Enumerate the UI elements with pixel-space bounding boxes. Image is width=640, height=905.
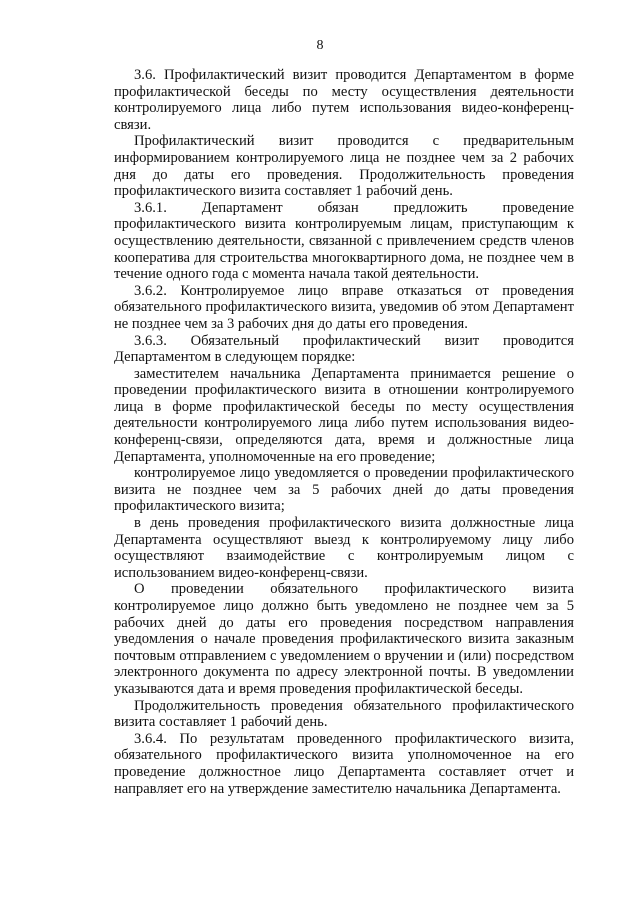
paragraph-3-6-2: 3.6.2. Контролируемое лицо вправе отказаться от проведения обязательного профилактического визита, уведомив об этом Департамент не позднее чем за 3 рабочих дня до даты его проведения. [114, 282, 574, 332]
paragraph-3-6-4: 3.6.4. По результатам проведенного профилактического визита, обязательного профилактического визита уполномоченное на его проведение должностное лицо Департамента составляет отчет и направляет его на утверждение заместителю начальника Департамента. [114, 730, 574, 797]
paragraph-3-6-1: 3.6.1. Департамент обязан предложить проведение профилактического визита контролируемым лицам, приступающим к осуществлению деятельности, связанной с привлечением средств членов кооператива для строительства многоквартирного дома, не позднее чем в течение одного года с момента начала такой деятельности. [114, 199, 574, 283]
document-body [114, 67, 574, 797]
paragraph-visit-day: в день проведения профилактического визита должностные лица Департамента осуществляют выезд к контролируемому лицу либо осуществляют взаимодействие с контролируемым лицом с использованием видео-конференц-связи. [114, 515, 574, 581]
page-number: 8 [316, 38, 324, 53]
paragraph-decision: заместителем начальника Департамента принимается решение о проведении профилактического визита в отношении контролируемого лица в форме профилактической беседы по месту осуществления деятельности контролируемого лица либо путем использования видео-конференц-связи, определяются дата, время и должностные лица Департамента, уполномоченные на его проведение; [114, 365, 574, 465]
paragraph-notice-method: О проведении обязательного профилактического визита контролируемое лицо должно быть уведомлено не позднее чем за 5 рабочих дней до даты его проведения посредством направления уведомления о начале проведения профилактического визита заказным почтовым отправлением с уведомлением о вручении и (или) посредством электронного документа по адресу электронной почты. В уведомлении указываются дата и время проведения профилактической беседы. [114, 581, 574, 697]
paragraph-duration: Продолжительность проведения обязательного профилактического визита составляет 1 рабочий день. [114, 697, 574, 731]
paragraph-3-6-3: 3.6.3. Обязательный профилактический визит проводится Департаментом в следующем порядке: [114, 332, 574, 366]
paragraph-notification: контролируемое лицо уведомляется о проведении профилактического визита не позднее чем за 5 рабочих дней до даты проведения профилактического визита; [114, 465, 574, 515]
paragraph-3-6: 3.6. Профилактический визит проводится Департаментом в форме профилактической беседы по месту осуществления деятельности контролируемого лица либо путем использования видео-конференц-связи. [114, 67, 574, 133]
paragraph-visit-notice: Профилактический визит проводится с предварительным информированием контролируемого лица не позднее чем за 2 рабочих дня до даты его проведения. Продолжительность проведения профилактического визита составляет 1 рабочий день. [114, 133, 574, 200]
